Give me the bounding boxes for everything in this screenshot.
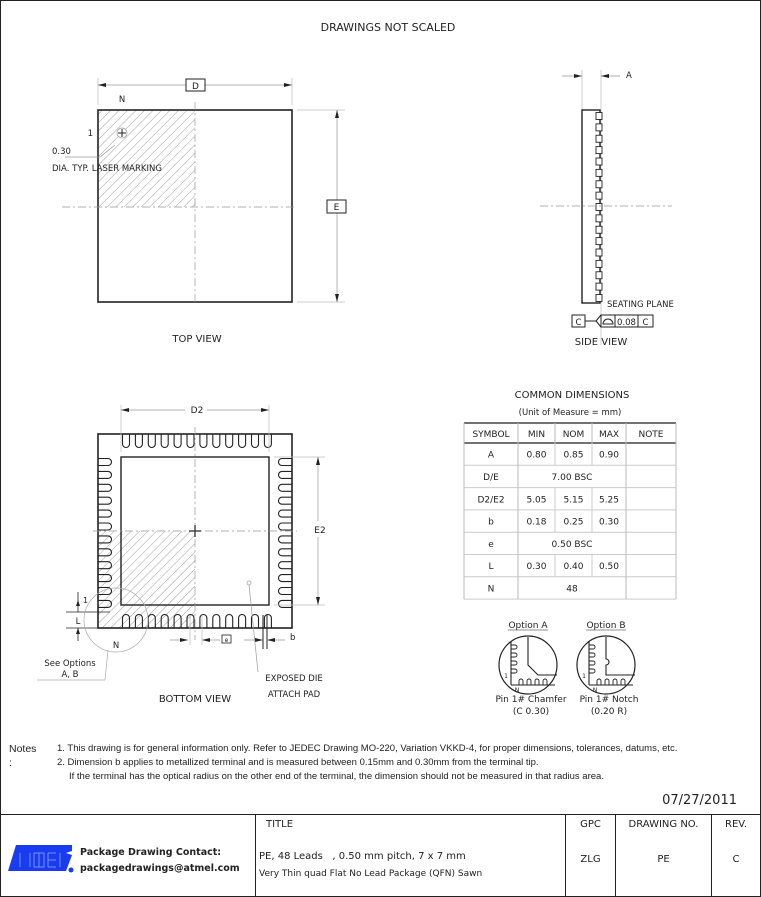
table-symbol-cell: b <box>488 517 494 528</box>
gpc-header: GPC <box>580 819 601 830</box>
table-value-cell: 0.50 <box>598 562 620 573</box>
side-terminal <box>596 113 602 120</box>
lead-left <box>98 471 112 478</box>
lead-right <box>279 600 292 607</box>
title-block-rev <box>712 815 760 897</box>
table-value-cell: 0.40 <box>563 562 584 573</box>
table-value-cell: 5.25 <box>598 495 620 506</box>
side-terminal <box>596 158 602 165</box>
lead-top <box>226 434 233 448</box>
side-terminal <box>596 249 602 256</box>
side-terminal <box>596 124 602 131</box>
table-value-cell: 0.85 <box>563 450 584 461</box>
dim-d2-label: D2 <box>190 406 204 416</box>
option-a <box>495 621 566 717</box>
seating-plane-label: SEATING PLANE <box>607 300 674 310</box>
lead-right <box>279 549 292 556</box>
gpc-value: ZLG <box>580 854 601 865</box>
see-options-label-2: A, B <box>61 670 79 680</box>
table-header-cell: NOM <box>562 430 585 440</box>
dim-b-label: b <box>290 633 296 643</box>
side-terminal <box>596 147 602 154</box>
dimensions-table-title: COMMON DIMENSIONS <box>514 390 630 401</box>
side-terminal <box>596 135 602 142</box>
table-value-cell: 0.18 <box>526 517 547 528</box>
contact-email[interactable]: packagedrawings@atmel.com <box>80 863 240 874</box>
lead-right <box>279 562 292 569</box>
table-value-cell: 0.25 <box>563 517 584 528</box>
table-symbol-cell: A <box>487 450 495 461</box>
side-view-caption: SIDE VIEW <box>574 337 628 348</box>
flatness-datum: C <box>642 318 649 328</box>
exposed-pad-label-2: ATTACH PAD <box>267 690 321 700</box>
lead-bottom <box>239 615 246 628</box>
table-span-cell: 48 <box>566 584 578 595</box>
title-block-drawing-no <box>616 815 712 897</box>
table-span-cell: 7.00 BSC <box>551 472 593 483</box>
drawing-date: 07/27/2011 <box>662 793 737 808</box>
lead-top <box>135 434 142 448</box>
lead-top <box>239 434 246 448</box>
table-header-cell: MAX <box>598 430 620 440</box>
note-item: If the terminal has the optical radius on the other end of the terminal, the dimension should not be measured in that radius area. <box>69 771 604 782</box>
title-block-gpc <box>566 815 616 897</box>
lead-bottom <box>226 615 233 628</box>
rev-header: REV. <box>725 819 747 830</box>
option-caption: Pin 1# Chamfer <box>495 695 567 705</box>
side-terminal <box>596 192 602 199</box>
table-span-cell: 0.50 BSC <box>551 539 593 550</box>
lead-right <box>279 536 292 543</box>
notes-label: Notes : <box>9 743 37 769</box>
side-terminal <box>596 181 602 188</box>
top-view-caption: TOP VIEW <box>172 334 222 345</box>
svg-text:1: 1 <box>582 673 586 680</box>
title-line-2: Very Thin quad Flat No Lead Package (QFN) Sawn <box>259 869 483 879</box>
note-item: 2. Dimension b applies to metallized terminal and is measured between 0.15mm and 0.30mm from the terminal tip. <box>57 757 539 768</box>
lead-right <box>279 575 292 582</box>
marking-text-label: DIA. TYP. LASER MARKING <box>52 164 162 174</box>
table-value-cell: 0.30 <box>526 562 547 573</box>
bottom-n-label: N <box>112 641 120 651</box>
lead-right <box>279 484 292 491</box>
option-value: (0.20 R) <box>590 707 628 717</box>
dim-d-label: D <box>192 82 199 92</box>
table-symbol-cell: L <box>488 562 494 573</box>
side-terminal <box>596 204 602 211</box>
side-terminal <box>596 295 602 302</box>
side-terminal <box>596 226 602 233</box>
top-view-hatch <box>98 110 195 207</box>
title-block <box>0 814 760 897</box>
lead-bottom <box>213 615 220 628</box>
lead-right <box>279 588 292 595</box>
title-line-1: PE, 48 Leads , 0.50 mm pitch, 7 x 7 mm <box>259 851 466 862</box>
lead-left <box>98 523 112 530</box>
drawing-no-value: PE <box>657 854 670 865</box>
lead-top <box>187 434 194 448</box>
svg-text:N: N <box>592 687 598 694</box>
side-terminal <box>596 272 602 279</box>
lead-right <box>279 510 292 517</box>
lead-left <box>98 510 112 517</box>
lead-top <box>252 434 259 448</box>
table-header-cell: MIN <box>527 430 546 440</box>
title-block-title <box>256 815 566 897</box>
side-terminal <box>596 260 602 267</box>
lead-right <box>279 523 292 530</box>
side-terminal <box>596 283 602 290</box>
lead-top <box>148 434 155 448</box>
table-symbol-cell: N <box>487 584 495 595</box>
datum-c-label: C <box>575 318 582 328</box>
dim-a-label: A <box>626 71 632 81</box>
side-terminal <box>596 238 602 245</box>
lead-bottom <box>200 615 207 628</box>
table-value-cell: 0.80 <box>526 450 547 461</box>
side-terminal <box>596 215 602 222</box>
dimensions-unit-note: (Unit of Measure = mm) <box>518 408 622 418</box>
side-terminal <box>596 169 602 176</box>
flatness-symbol-box <box>601 315 615 327</box>
dim-l-label: L <box>75 617 81 627</box>
exposed-pad-label: EXPOSED DIE <box>265 674 323 684</box>
lead-left <box>98 459 112 466</box>
option-b <box>577 621 638 717</box>
note-item: 1. This drawing is for general information only. Refer to JEDEC Drawing MO-220, Variation VKKD-4, for proper dimensions, tolerances, datums, etc. <box>57 743 678 754</box>
dimensions-table <box>464 390 676 599</box>
table-symbol-cell: D/E <box>483 472 499 483</box>
svg-text:N: N <box>514 687 520 694</box>
lead-right <box>279 471 292 478</box>
contact-label: Package Drawing Contact: <box>80 847 222 858</box>
lead-top <box>161 434 168 448</box>
dim-pitch-label: e <box>224 637 229 644</box>
rev-value: C <box>732 854 740 865</box>
option-caption: Pin 1# Notch <box>579 695 639 705</box>
pin1-options <box>495 621 638 717</box>
bottom-pin1-label: 1 <box>83 596 89 605</box>
lead-top <box>213 434 220 448</box>
title-block-contact <box>0 815 256 897</box>
lead-top <box>123 434 130 448</box>
dim-e-label: E <box>333 203 340 213</box>
svg-text:1: 1 <box>504 673 508 680</box>
table-value-cell: 0.90 <box>598 450 620 461</box>
side-view <box>540 70 674 348</box>
option-title: Option A <box>508 621 548 631</box>
option-value: (C 0.30) <box>512 707 550 717</box>
drawings-not-scaled-note: DRAWINGS NOT SCALED <box>320 21 456 34</box>
dim-e2-label: E2 <box>314 526 326 536</box>
top-view <box>52 78 346 345</box>
option-title: Option B <box>586 621 626 631</box>
lead-top <box>174 434 181 448</box>
lead-right <box>279 497 292 504</box>
lead-left <box>98 497 112 504</box>
table-header-cell: SYMBOL <box>472 430 510 440</box>
lead-top <box>264 434 271 448</box>
marking-size-label: 0.30 <box>52 147 71 157</box>
table-symbol-cell: D2/E2 <box>477 495 505 506</box>
table-symbol-cell: e <box>488 539 494 550</box>
top-view-n-label: N <box>118 95 126 105</box>
top-view-pin1-label: 1 <box>87 129 93 139</box>
drawing-no-header: DRAWING NO. <box>628 819 699 830</box>
bottom-view-hatch <box>98 531 195 628</box>
table-value-cell: 5.05 <box>526 495 547 506</box>
lead-top <box>200 434 207 448</box>
atmel-logo-icon <box>6 843 76 873</box>
see-options-label: See Options <box>44 659 96 669</box>
lead-bottom <box>264 615 271 628</box>
table-header-cell: NOTE <box>638 430 664 440</box>
flatness-tolerance: 0.08 <box>617 318 636 328</box>
title-header: TITLE <box>266 819 294 830</box>
lead-right <box>279 459 292 466</box>
table-value-cell: 5.15 <box>563 495 584 506</box>
side-view-terminals <box>596 113 602 302</box>
lead-left <box>98 484 112 491</box>
bottom-view-caption: BOTTOM VIEW <box>158 694 232 705</box>
table-value-cell: 0.30 <box>598 517 620 528</box>
